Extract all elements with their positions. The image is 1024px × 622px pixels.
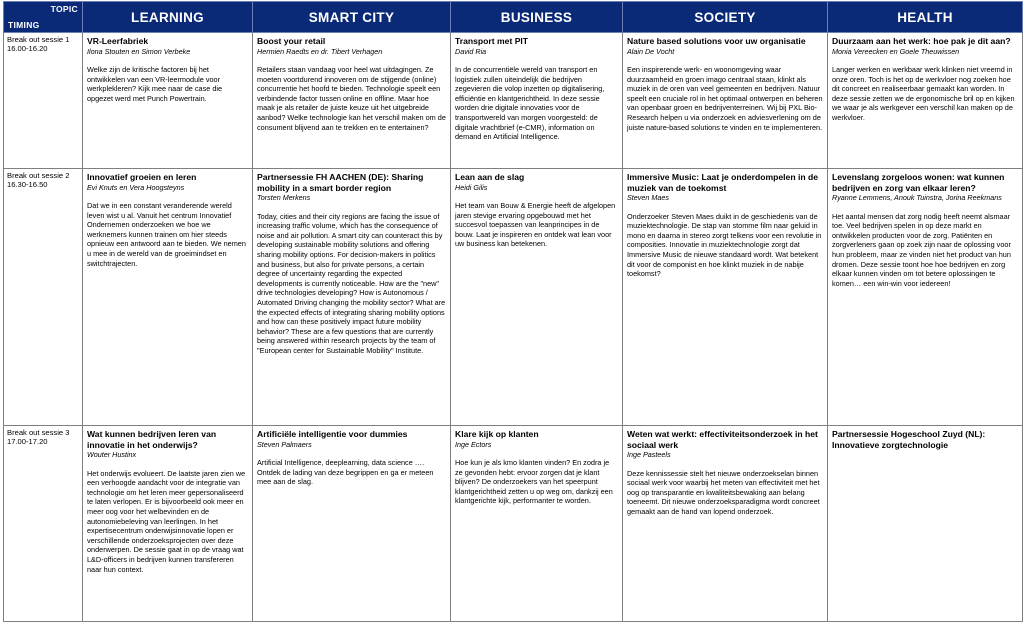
session-cell-health xyxy=(828,169,1023,426)
session-timing xyxy=(4,169,83,426)
session-description: Dat we in een constant veranderende wereld leven wist u al. Vanuit het centrum Innovatief Ondernemen onderzoeken we hoe we werknemers kunnen trainen om hier steeds opnieuw een antwoord aan te bieden. We nemen u mee in de wereld van de groeimindset en switchtrajecten. xyxy=(87,201,246,268)
session-row-2 xyxy=(4,169,1023,426)
session-description: Artificial Intelligence, deeplearning, data science …. Ontdek de lading van deze begrippen en ga er meteen mee aan de slag. xyxy=(257,458,434,487)
topic-timing-corner xyxy=(4,2,83,33)
session-description: In de concurrentiële wereld van transport en logistiek zullen uiteindelijk die bedrijven zegevieren die volop inzetten op digitalisering, efficiëntie en klantgerichtheid. In deze sessie worden drie digitale innovaties voor de transportwereld van morgen voorgesteld: de digitale vrachtbrief (e-CMR), information on demand en Artificial Intelligence. xyxy=(455,65,605,142)
session-title: Klare kijk op klanten xyxy=(455,429,539,439)
session-speaker: Ilona Stouten en Simon Verbeke xyxy=(87,46,191,56)
session-cell-learning xyxy=(83,33,253,169)
session-description: Onderzoeker Steven Maes duikt in de geschiedenis van de muziektechnologie. De stap van stomme film naar geluid in mono en daarna in stereo zorgt telkens voor een revolutie in composities. Innovatie in muziektechnologie zorgt dat Immersive Music de nieuwe standaard wordt. Wat betekent dit voor de componist en hoe klinkt muziek in de nabije toekomst? xyxy=(627,211,822,279)
session-name: Break out sessie 2 xyxy=(7,171,70,180)
session-cell-smart-city xyxy=(253,426,451,622)
column-header-health: HEALTH xyxy=(828,2,1023,33)
session-speaker: Hermien Raedts en dr. Tibert Verhagen xyxy=(257,46,383,56)
session-row-1 xyxy=(4,33,1023,169)
session-description: Een inspirerende werk- en woonomgeving waar duurzaamheid en groen imago centraal staan, klinkt als muziek in de oren van veel gemeenten en bedrijven. Natuur speelt een cruciale rol in het optimaal ontwerpen en beheren van openbaar groen en bedrijventerreinen. Wij bij PXL Bio-Research helpen u via onderzoek en adviesverlening om de juiste nature-based solutions te vinden en te implementeren. xyxy=(627,65,823,132)
session-row-3 xyxy=(4,426,1023,622)
session-speaker: Evi Knuts en Vera Hoogsteyns xyxy=(87,182,185,192)
session-time: 16.00-16.20 xyxy=(7,44,48,53)
session-title: Wat kunnen bedrijven leren van innovatie in het onderwijs? xyxy=(87,429,217,450)
session-title: Levenslang zorgeloos wonen: wat kunnen bedrijven en zorg van elkaar leren? xyxy=(832,172,1005,193)
session-description: Het onderwijs evolueert. De laatste jaren zien we een verhoogde aandacht voor de integratie van technologie om het leren meer gepersonaliseerd te laten verlopen. Er is bijvoorbeeld ook meer en meer oog voor het welbevinden en de autonomiebeleving van leerlingen. In het expertisecentrum onderwijsinnovatie lopen er verschillende onderzoeksprojecten over deze onderwerpen. De sessie gaat in op de vraag wat L&D-officers in bedrijven kunnen transfereren naar hun context. xyxy=(87,468,246,574)
session-cell-business xyxy=(451,169,623,426)
header-row xyxy=(4,2,1023,33)
session-cell-learning xyxy=(83,426,253,622)
session-timing xyxy=(4,426,83,622)
session-title: VR-Leerfabriek xyxy=(87,36,149,46)
column-header-smart-city: SMART CITY xyxy=(253,2,451,33)
session-cell-society xyxy=(623,33,828,169)
session-description: Retailers staan vandaag voor heel wat uitdagingen. Ze moeten voortdurend innoveren om de stijgende (online) concurrentie het hoofd te bieden. Technologie speelt een verbindende factor tussen online en offline. Maar hoe maak je als retailer de juiste keuze uit het uitgebreide aanbod? Welke technologie kan het verschil maken om de consument blijvend aan te trekken en te entertainen? xyxy=(257,65,446,132)
session-cell-smart-city xyxy=(253,169,451,426)
session-title: Boost your retail xyxy=(257,36,326,46)
session-title: Nature based solutions voor uw organisatie xyxy=(627,36,806,46)
session-speaker: Inge Pasteels xyxy=(627,450,671,460)
topic-label: TOPIC xyxy=(50,4,78,14)
session-time: 17.00-17.20 xyxy=(7,437,48,446)
session-speaker: Steven Maes xyxy=(627,193,669,203)
session-time: 16.30-16.50 xyxy=(7,180,48,189)
session-description: Het team van Bouw & Energie heeft de afgelopen jaren stevige ervaring opgebouwd met het succesvol toepassen van leanprincipes in de bouw. Laat je inspireren en ontdek wat lean voor uw business kan betekenen. xyxy=(455,201,616,249)
session-cell-health xyxy=(828,426,1023,622)
timing-label: TIMING xyxy=(8,20,40,30)
session-description: Welke zijn de kritische factoren bij het ontwikkelen van een VR-leermodule voor werkplekleren? Kijk mee naar de case die opgezet werd met Punch Powertrain. xyxy=(87,65,223,103)
session-title: Transport met PIT xyxy=(455,36,529,46)
session-speaker: Inge Ectors xyxy=(455,439,492,449)
session-title: Innovatief groeien en leren xyxy=(87,172,197,182)
session-description: Het aantal mensen dat zorg nodig heeft neemt alsmaar toe. Veel bedrijven spelen in op deze markt en ontwikkelen producten voor de zorg. Patiënten en zorgverleners gaan op zoek zijn naar de oplossing voor hun probleem, maar ze vinden niet het product van hun dromen. Deze sessie toont hoe hoe bedrijven en zorg elkaar kunnen vinden om tot betere oplossingen te komen… een win-win voor iedereen! xyxy=(832,211,1011,288)
session-cell-smart-city xyxy=(253,33,451,169)
session-speaker: Monia Vereecken en Goele Theuwissen xyxy=(832,46,960,56)
session-description: Deze kennissessie stelt het nieuwe onderzoekselan binnen sociaal werk voor waarbij het meten van effectiviteit met het oog op transparantie en kwaliteitsbewaking aan belang toeneemt. Dit nieuwe onderzoeksparadigma wordt concreet gemaakt aan de hand van lopend onderzoek. xyxy=(627,468,820,516)
session-cell-business xyxy=(451,426,623,622)
session-title: Partnersessie FH AACHEN (DE): Sharing mobility in a smart border region xyxy=(257,172,424,193)
session-cell-health xyxy=(828,33,1023,169)
session-description: Today, cities and their city regions are facing the issue of increasing traffic volume, which has the consequence of noise and air pollution. A smart city can counteract this by developing sustainable mobility solutions and offering sharing mobility options. For decision-makers in politics and business, but also for private persons, a certain degree of uncertainty regarding the expected developments is currently noticeable. How are the "new" drive technologies developing? How is Autonomous / Automated Driving changing the mobility sector? What are the expected effects of integrating sharing mobility options and how can these positively impact future mobility behavior? These are a few questions that are currently being answered within research projects by the team of "European center for Sustainable Mobility" Institute. xyxy=(257,211,446,355)
session-speaker: Alain De Vocht xyxy=(627,46,675,56)
column-header-business: BUSINESS xyxy=(451,2,623,33)
session-title: Duurzaam aan het werk: hoe pak je dit aan? xyxy=(832,36,1011,46)
session-speaker: David Ria xyxy=(455,46,487,56)
session-cell-learning xyxy=(83,169,253,426)
session-cell-society xyxy=(623,169,828,426)
session-description: Hoe kun je als kmo klanten vinden? En zodra je ze gevonden hebt: ervoor zorgen dat je klant blijven? De onderzoekers van het speerpunt klantgerichtheid zetten u op weg om, dankzij een klantgerichte kijk, performanter te worden. xyxy=(455,458,613,506)
session-cell-business xyxy=(451,33,623,169)
session-speaker: Wouter Hustinx xyxy=(87,450,137,460)
session-name: Break out sessie 3 xyxy=(7,428,70,437)
session-timing xyxy=(4,33,83,169)
column-header-learning: LEARNING xyxy=(83,2,253,33)
session-title: Weten wat werkt: effectiviteitsonderzoek in het sociaal werk xyxy=(627,429,818,450)
session-title: Lean aan de slag xyxy=(455,172,525,182)
column-header-society: SOCIETY xyxy=(623,2,828,33)
session-cell-society xyxy=(623,426,828,622)
agenda-sheet xyxy=(3,1,1022,606)
session-title: Artificiële intelligentie voor dummies xyxy=(257,429,408,439)
session-speaker: Ryanne Lemmens, Anouk Tuinstra, Jorina Reekmans xyxy=(832,193,1002,203)
session-speaker: Steven Palmaers xyxy=(257,439,312,449)
session-title: Immersive Music: Laat je onderdompelen in de muziek van de toekomst xyxy=(627,172,819,193)
session-description: Langer werken en werkbaar werk klinken niet vreemd in onze oren. Toch is het op de werkvloer nog zoeken hoe dit concreet en realiseerbaar gemaakt kan worden. In deze sessie zetten we de ergonomische bril op en kijken we waar je als werkgever een verschil kan maken op de werkvloer. xyxy=(832,65,1015,122)
agenda-table xyxy=(3,1,1023,622)
session-speaker: Heidi Gilis xyxy=(455,182,488,192)
session-speaker: Torsten Merkens xyxy=(257,193,311,203)
session-title: Partnersessie Hogeschool Zuyd (NL): Innovatieve zorgtechnologie xyxy=(832,429,986,450)
session-name: Break out sessie 1 xyxy=(7,35,70,44)
